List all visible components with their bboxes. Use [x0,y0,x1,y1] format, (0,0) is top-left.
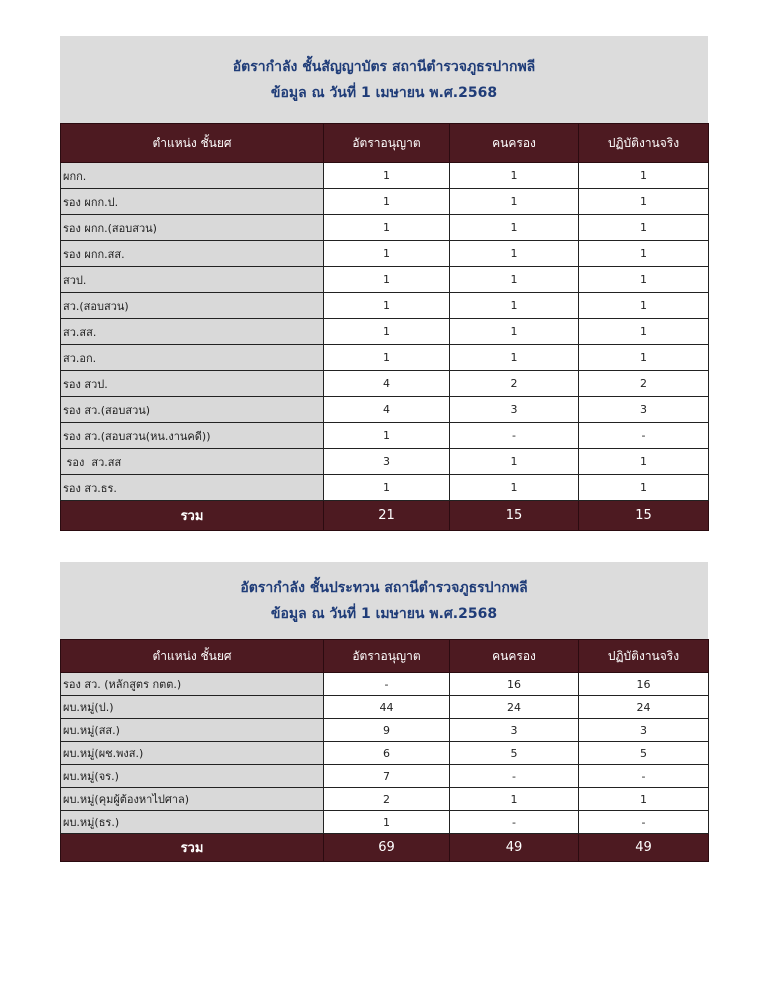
occupied-cell: 1 [450,319,579,345]
total-row [61,834,709,862]
section-subtitle: ข้อมูล ณ วันที่ 1 เมษายน พ.ศ.2568 [270,84,498,101]
actual-cell: 1 [579,163,709,189]
table-row [61,742,709,765]
position-cell: ผบ.หมู่(คุมผู้ต้องหาไปศาล) [61,788,324,811]
allowed-cell: 7 [324,765,450,788]
header-allowed: อัตราอนุญาต [324,124,450,163]
allowed-cell: 4 [324,371,450,397]
position-cell: ผบ.หมู่(ป.) [61,696,324,719]
position-cell: สว.สส. [61,319,324,345]
section-title: อัตรากำลัง ชั้นสัญญาบัตร สถานีตำรวจภูธรปากพลี [232,58,536,75]
actual-cell: 3 [579,397,709,423]
section-title-band [60,36,708,123]
total-occupied: 15 [450,501,579,531]
position-cell: ผบ.หมู่(ผช.พงส.) [61,742,324,765]
table-header-row [61,640,709,673]
position-cell: สว.(สอบสวน) [61,293,324,319]
position-cell: รอง ผกก.ป. [61,189,324,215]
occupied-cell: 1 [450,475,579,501]
actual-cell: 1 [579,215,709,241]
actual-cell: 3 [579,719,709,742]
non-commissioned-officers-section [60,562,708,862]
table-row [61,673,709,696]
actual-cell: 1 [579,319,709,345]
allowed-cell: 1 [324,345,450,371]
header-position: ตำแหน่ง ชั้นยศ [61,124,324,163]
allowed-cell: 1 [324,215,450,241]
table-row [61,345,709,371]
header-occupied: คนครอง [450,124,579,163]
header-position: ตำแหน่ง ชั้นยศ [61,640,324,673]
position-cell: รอง สว.ธร. [61,475,324,501]
actual-cell: - [579,423,709,449]
allowed-cell: 1 [324,319,450,345]
table-row [61,241,709,267]
actual-cell: 1 [579,293,709,319]
actual-cell: 16 [579,673,709,696]
table-row [61,371,709,397]
allowed-cell: 3 [324,449,450,475]
allowed-cell: 1 [324,293,450,319]
position-cell: รอง สวป. [61,371,324,397]
total-actual: 15 [579,501,709,531]
total-allowed: 69 [324,834,450,862]
occupied-cell: 1 [450,241,579,267]
occupied-cell: 1 [450,449,579,475]
allowed-cell: - [324,673,450,696]
occupied-cell: 1 [450,163,579,189]
actual-cell: 5 [579,742,709,765]
occupied-cell: - [450,765,579,788]
allowed-cell: 1 [324,423,450,449]
occupied-cell: 1 [450,267,579,293]
table-row [61,215,709,241]
actual-cell: - [579,765,709,788]
allowed-cell: 1 [324,241,450,267]
actual-cell: 2 [579,371,709,397]
occupied-cell: 2 [450,371,579,397]
occupied-cell: 16 [450,673,579,696]
commissioned-officers-section [60,36,708,531]
table-row [61,475,709,501]
section-subtitle: ข้อมูล ณ วันที่ 1 เมษายน พ.ศ.2568 [270,605,498,622]
header-allowed: อัตราอนุญาต [324,640,450,673]
actual-cell: 1 [579,449,709,475]
allowed-cell: 1 [324,163,450,189]
position-cell: ผบ.หมู่(ธร.) [61,811,324,834]
position-cell: รอง สว.สส [61,449,324,475]
actual-cell: 24 [579,696,709,719]
occupied-cell: 1 [450,189,579,215]
occupied-cell: - [450,811,579,834]
total-label: รวม [61,501,324,531]
actual-cell: 1 [579,475,709,501]
table-row [61,449,709,475]
actual-cell: 1 [579,267,709,293]
actual-cell: 1 [579,189,709,215]
position-cell: รอง สว. (หลักสูตร กตต.) [61,673,324,696]
allowed-cell: 1 [324,475,450,501]
table-row [61,267,709,293]
total-allowed: 21 [324,501,450,531]
position-cell: ผบ.หมู่(จร.) [61,765,324,788]
table-row [61,397,709,423]
occupied-cell: 1 [450,345,579,371]
table-row [61,293,709,319]
table-row [61,163,709,189]
occupied-cell: 1 [450,215,579,241]
total-actual: 49 [579,834,709,862]
occupied-cell: 3 [450,719,579,742]
table-row [61,719,709,742]
table-row [61,189,709,215]
allowed-cell: 1 [324,267,450,293]
allowed-cell: 4 [324,397,450,423]
allowed-cell: 44 [324,696,450,719]
position-cell: สวป. [61,267,324,293]
position-cell: รอง ผกก.สส. [61,241,324,267]
section-title: อัตรากำลัง ชั้นประทวน สถานีตำรวจภูธรปากพลี [240,579,528,596]
table-row [61,765,709,788]
allowed-cell: 1 [324,811,450,834]
position-cell: รอง สว.(สอบสวน) [61,397,324,423]
allowed-cell: 2 [324,788,450,811]
occupied-cell: 5 [450,742,579,765]
section-title-band [60,562,708,639]
table-row [61,319,709,345]
table-header-row [61,124,709,163]
table-row [61,811,709,834]
position-cell: สว.อก. [61,345,324,371]
allowed-cell: 9 [324,719,450,742]
occupied-cell: 24 [450,696,579,719]
header-actual: ปฏิบัติงานจริง [579,124,709,163]
table-row [61,423,709,449]
position-cell: ผบ.หมู่(สส.) [61,719,324,742]
table-row [61,788,709,811]
table-row [61,696,709,719]
occupied-cell: 1 [450,788,579,811]
position-cell: รอง ผกก.(สอบสวน) [61,215,324,241]
total-label: รวม [61,834,324,862]
occupied-cell: 1 [450,293,579,319]
actual-cell: 1 [579,788,709,811]
header-actual: ปฏิบัติงานจริง [579,640,709,673]
commissioned-officers-table [60,123,709,531]
total-row [61,501,709,531]
occupied-cell: 3 [450,397,579,423]
allowed-cell: 1 [324,189,450,215]
total-occupied: 49 [450,834,579,862]
actual-cell: 1 [579,345,709,371]
header-occupied: คนครอง [450,640,579,673]
allowed-cell: 6 [324,742,450,765]
position-cell: รอง สว.(สอบสวน(หน.งานคดี)) [61,423,324,449]
non-commissioned-officers-table [60,639,709,862]
position-cell: ผกก. [61,163,324,189]
actual-cell: - [579,811,709,834]
occupied-cell: - [450,423,579,449]
actual-cell: 1 [579,241,709,267]
